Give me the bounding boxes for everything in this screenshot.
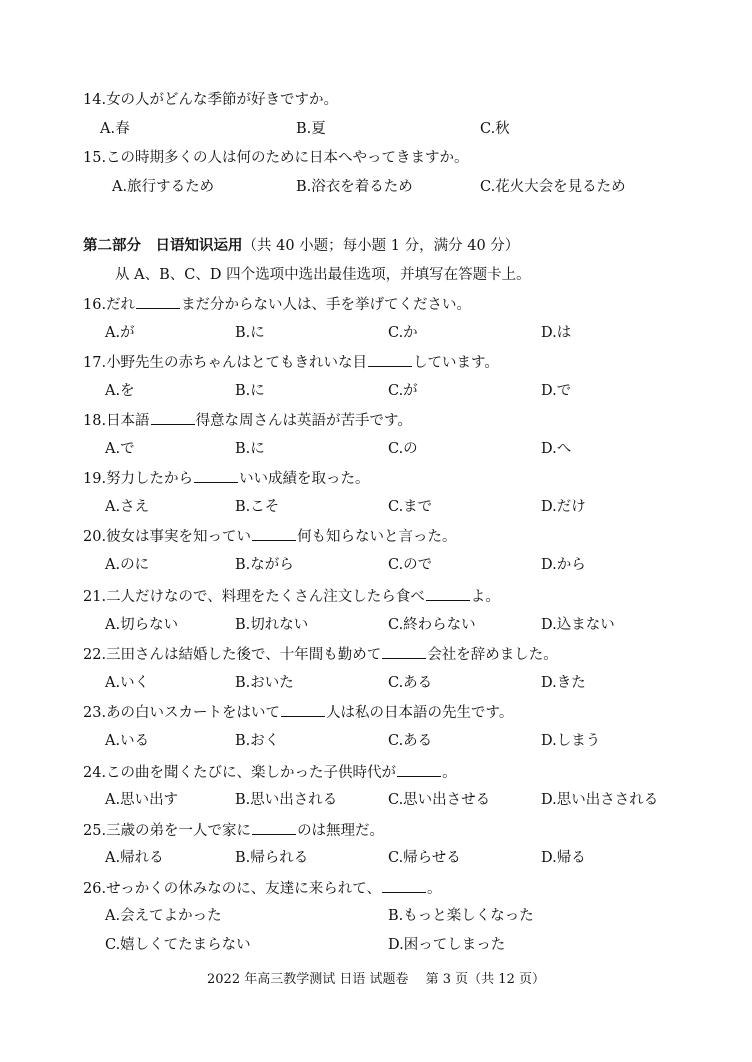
question-text-after: 人は私の日本語の先生です。 xyxy=(326,705,514,721)
option-b: B.もっと楽しくなった xyxy=(388,908,534,924)
option-a: A.旅行するため xyxy=(112,179,215,195)
question-25 xyxy=(83,820,384,841)
answer-blank xyxy=(194,468,238,483)
option-b: B.おいた xyxy=(235,675,294,691)
question-text-after: 。 xyxy=(442,765,457,781)
section-heading xyxy=(83,236,519,256)
option-b: B.こそ xyxy=(235,499,280,515)
question-20 xyxy=(83,526,457,547)
option-b: B.浴衣を着るため xyxy=(296,179,413,195)
option-a: A.帰れる xyxy=(105,850,164,866)
option-a: A.会えてよかった xyxy=(105,908,222,924)
option-c: C.ある xyxy=(388,733,433,749)
question-text-after: 。 xyxy=(426,881,442,897)
option-a: A.で xyxy=(105,441,135,457)
question-number: 21. xyxy=(83,589,107,605)
question-number: 23. xyxy=(83,705,107,721)
question-text: 女の人がどんな季節が好きですか。 xyxy=(106,92,339,108)
question-number: 22. xyxy=(83,647,107,663)
option-d: D.思い出さされる xyxy=(541,792,659,808)
question-16 xyxy=(83,294,471,315)
question-text-before: 努力したから xyxy=(106,471,194,487)
option-d: D.は xyxy=(541,325,572,341)
question-text-before: だれ xyxy=(106,297,136,313)
answer-blank xyxy=(382,644,426,659)
question-text-before: 三田さんは結婚した後で、十年間も勤めて xyxy=(106,647,382,663)
option-d: D.きた xyxy=(541,675,586,691)
question-18 xyxy=(83,410,412,431)
question-number: 20. xyxy=(83,529,107,545)
section-instruction: 从 A、B、C、D 四个选项中选出最佳选项，并填写在答题卡上。 xyxy=(115,267,531,283)
question-text-before: 三歳の弟を一人で家に xyxy=(106,823,252,839)
option-a: A.いく xyxy=(105,675,150,691)
page-footer: 2022 年高三教学测试 日语 试题卷 第 3 页（共 12 页） xyxy=(207,972,545,987)
question-text-after: しています。 xyxy=(413,355,499,371)
question-text-before: 日本語 xyxy=(106,413,150,429)
option-b: B.夏 xyxy=(296,121,326,137)
option-d: D.しまう xyxy=(541,733,601,749)
question-text-before: あの白いスカートをはいて xyxy=(106,705,281,721)
option-c: C.ので xyxy=(388,557,433,573)
question-text-before: せっかくの休みなのに、友達に来られて、 xyxy=(106,881,381,897)
question-text-after: 会社を辞めました。 xyxy=(427,647,558,663)
question-number: 19. xyxy=(83,471,107,487)
option-b: B.切れない xyxy=(235,617,309,633)
answer-blank xyxy=(426,586,470,601)
question-number: 25. xyxy=(83,823,107,839)
question-19 xyxy=(83,468,370,489)
question-24 xyxy=(83,762,457,783)
option-c: C.秋 xyxy=(480,121,510,137)
answer-blank xyxy=(281,702,325,717)
question-text-after: 何も知らないと言った。 xyxy=(297,529,457,545)
option-d: D.へ xyxy=(541,441,572,457)
option-c: C.ある xyxy=(388,675,433,691)
answer-blank xyxy=(252,526,296,541)
option-a: A.を xyxy=(105,383,135,399)
question-text-after: のは無理だ。 xyxy=(297,823,385,839)
option-c: C.花火大会を見るため xyxy=(480,179,626,195)
question-number: 17. xyxy=(83,355,107,371)
option-a: A.思い出す xyxy=(105,792,179,808)
option-b: B.帰られる xyxy=(235,850,309,866)
question-text-after: まだ分からない人は、手を挙げてください。 xyxy=(181,297,472,313)
question-text-before: 二人だけなので、料理をたくさん注文したら食べ xyxy=(106,589,425,605)
option-a: A.春 xyxy=(100,121,130,137)
answer-blank xyxy=(368,352,412,367)
question-text: この時期多くの人は何のために日本へやってきますか。 xyxy=(106,150,469,166)
question-text-before: 彼女は事実を知ってい xyxy=(106,529,252,545)
question-text-before: この曲を聞くたびに、楽しかった子供時代が xyxy=(106,765,397,781)
answer-blank xyxy=(136,294,180,309)
option-d: D.帰る xyxy=(541,850,586,866)
option-c: C.思い出させる xyxy=(388,792,491,808)
question-26 xyxy=(83,878,441,899)
option-b: B.おく xyxy=(235,733,280,749)
question-number: 15. xyxy=(83,150,107,166)
option-a: A.さえ xyxy=(105,499,150,515)
option-a: A.いる xyxy=(105,733,150,749)
option-d: D.だけ xyxy=(541,499,586,515)
option-d: D.で xyxy=(541,383,572,399)
section-title: 第二部分 日语知识运用 xyxy=(83,237,243,254)
option-a: A.のに xyxy=(105,557,150,573)
question-text-before: 小野先生の赤ちゃんはとてもきれいな目 xyxy=(106,355,368,371)
option-c: C.か xyxy=(388,325,418,341)
question-17 xyxy=(83,352,499,373)
option-b: B.ながら xyxy=(235,557,294,573)
option-b: B.に xyxy=(235,325,265,341)
option-d: D.困ってしまった xyxy=(388,937,506,953)
answer-blank xyxy=(397,762,441,777)
option-c: C.の xyxy=(388,441,418,457)
option-c: C.帰らせる xyxy=(388,850,461,866)
answer-blank xyxy=(252,820,296,835)
question-22 xyxy=(83,644,558,665)
option-b: B.に xyxy=(235,383,265,399)
option-c: C.まで xyxy=(388,499,433,515)
option-a: A.切らない xyxy=(105,617,179,633)
option-c: C.終わらない xyxy=(388,617,476,633)
question-number: 24. xyxy=(83,765,107,781)
question-text-after: 得意な周さんは英語が苦手です。 xyxy=(195,413,412,429)
option-c: C.嬉しくてたまらない xyxy=(105,937,251,953)
question-number: 18. xyxy=(83,413,107,429)
option-c: C.が xyxy=(388,383,418,399)
answer-blank xyxy=(382,878,426,893)
answer-blank xyxy=(151,410,195,425)
option-a: A.が xyxy=(105,325,135,341)
question-23 xyxy=(83,702,513,723)
question-number: 16. xyxy=(83,297,107,313)
section-detail: （共 40 小题；每小题 1 分，满分 40 分） xyxy=(242,238,520,254)
question-21 xyxy=(83,586,500,607)
option-b: B.思い出される xyxy=(235,792,338,808)
option-d: D.込まない xyxy=(541,617,615,633)
option-d: D.から xyxy=(541,557,586,573)
question-number: 14. xyxy=(83,92,107,108)
question-15 xyxy=(83,148,469,168)
question-number: 26. xyxy=(83,881,107,897)
question-text-after: よ。 xyxy=(470,589,500,605)
question-14 xyxy=(83,90,338,110)
option-b: B.に xyxy=(235,441,265,457)
question-text-after: いい成績を取った。 xyxy=(239,471,370,487)
